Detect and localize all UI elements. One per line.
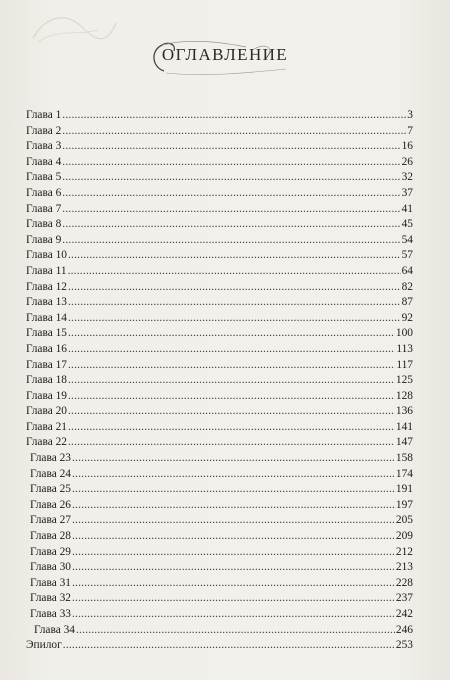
toc-entry: [26, 233, 413, 249]
toc-entry: [26, 638, 413, 654]
toc-entry-page: 213: [395, 561, 413, 574]
dot-leader: [68, 373, 395, 389]
toc-entry: [26, 264, 413, 280]
toc-entry-label: Глава 22: [26, 436, 67, 449]
toc-entry-page: 117: [396, 358, 413, 371]
toc-entry-page: 87: [401, 296, 413, 309]
toc-entry: [26, 311, 413, 327]
toc-entry: [26, 623, 413, 639]
toc-entry: [26, 280, 413, 296]
dot-leader: [68, 342, 395, 358]
dot-leader: [62, 217, 400, 233]
dot-leader: [62, 139, 400, 155]
toc-entry-page: 26: [401, 155, 413, 168]
dot-leader: [72, 560, 395, 576]
toc-entry-page: 3: [407, 109, 413, 121]
toc-entry-page: 253: [395, 639, 413, 652]
toc-entry: [26, 326, 413, 342]
toc-entry-label: Глава 28: [30, 530, 71, 543]
toc-entry-page: 228: [395, 576, 413, 589]
toc-entry: [26, 186, 413, 202]
dot-leader: [68, 264, 401, 280]
toc-entry-page: 45: [401, 218, 413, 231]
dot-leader: [62, 155, 400, 171]
dot-leader: [62, 124, 406, 140]
dot-leader: [72, 529, 395, 545]
toc-entry-label: Глава 21: [26, 420, 67, 433]
dot-leader: [72, 607, 395, 623]
toc-entry-label: Глава 32: [30, 592, 71, 605]
toc-entry-page: 174: [395, 467, 413, 480]
dot-leader: [68, 248, 401, 264]
toc-entry-label: Глава 20: [26, 405, 67, 418]
dot-leader: [62, 186, 400, 202]
toc-entry: [26, 358, 413, 374]
toc-entry-label: Глава 31: [30, 576, 71, 589]
dot-leader: [72, 545, 395, 561]
toc-entry-label: Глава 33: [30, 608, 71, 620]
dot-leader: [62, 108, 406, 124]
toc-entry-label: Глава 13: [26, 296, 67, 309]
toc-title: [162, 45, 288, 65]
toc-entry-label: Глава 27: [30, 514, 71, 527]
toc-entry: [26, 529, 413, 545]
dot-leader: [72, 482, 395, 498]
dot-leader: [68, 358, 395, 374]
toc-entry: [26, 342, 413, 358]
toc-entry-page: 141: [395, 420, 413, 433]
toc-entry-label: Глава 3: [26, 140, 62, 153]
dot-leader: [72, 591, 395, 607]
toc-entry-label: Глава 6: [26, 186, 62, 199]
toc-entry-label: Глава 1: [26, 109, 62, 121]
toc-entry-label: Глава 19: [26, 389, 67, 402]
dot-leader: [72, 576, 395, 592]
dot-leader: [72, 467, 395, 483]
toc-entry-page: 205: [395, 514, 413, 527]
toc-entry: [26, 545, 413, 561]
dot-leader: [63, 638, 395, 654]
toc-entry-page: 113: [396, 342, 413, 355]
toc-entry-label: Глава 9: [26, 233, 62, 246]
dot-leader: [72, 498, 395, 514]
toc-entry: [26, 139, 413, 155]
toc-entry: [26, 607, 413, 623]
toc-entry-label: Глава 25: [30, 483, 71, 496]
toc-entry: [26, 467, 413, 483]
toc-entry: [26, 591, 413, 607]
toc-entry-page: 209: [395, 530, 413, 543]
toc-entry-page: 64: [401, 264, 413, 277]
toc-entry-page: 158: [395, 452, 413, 465]
toc-entry-page: 136: [395, 405, 413, 418]
toc-entry-label: Эпилог: [26, 639, 62, 652]
toc-entry-page: 237: [395, 592, 413, 605]
toc-entry-label: Глава 10: [26, 249, 67, 262]
toc-entry-label: Глава 17: [26, 358, 67, 371]
table-of-contents: [26, 108, 413, 654]
toc-entry: [26, 498, 413, 514]
toc-entry-page: 82: [401, 280, 413, 293]
toc-entry-page: 128: [395, 389, 413, 402]
toc-entry-page: 37: [401, 186, 413, 199]
toc-entry: [26, 404, 413, 420]
dot-leader: [68, 389, 395, 405]
toc-entry: [26, 451, 413, 467]
toc-entry: [26, 217, 413, 233]
toc-entry-label: Глава 14: [26, 311, 67, 324]
toc-entry-page: 41: [401, 202, 413, 215]
toc-entry: [26, 482, 413, 498]
toc-entry-page: 147: [395, 436, 413, 449]
toc-entry-page: 7: [407, 124, 413, 137]
toc-entry-label: Глава 16: [26, 342, 67, 355]
dot-leader: [68, 280, 401, 296]
dot-leader: [62, 170, 400, 186]
toc-entry: [26, 389, 413, 405]
toc-entry-page: 197: [395, 498, 413, 511]
title-text: ОГЛАВЛЕНИЕ: [161, 45, 289, 64]
dot-leader: [72, 451, 395, 467]
toc-entry-page: 191: [395, 483, 413, 496]
dot-leader: [68, 404, 395, 420]
toc-entry-label: Глава 24: [30, 467, 71, 480]
bleed-through-flourish-icon: [28, 8, 118, 48]
toc-entry-label: Глава 5: [26, 171, 62, 184]
toc-entry-page: 212: [395, 545, 413, 558]
toc-entry-label: Глава 34: [34, 623, 75, 636]
dot-leader: [68, 326, 395, 342]
toc-entry-label: Глава 2: [26, 124, 62, 137]
toc-entry-page: 242: [395, 608, 413, 620]
toc-heading: [0, 45, 450, 65]
toc-entry: [26, 108, 413, 124]
toc-entry-label: Глава 29: [30, 545, 71, 558]
toc-entry-page: 32: [401, 171, 413, 184]
toc-entry-label: Глава 23: [30, 452, 71, 465]
toc-entry-label: Глава 30: [30, 561, 71, 574]
toc-entry-page: 92: [401, 311, 413, 324]
toc-entry: [26, 420, 413, 436]
dot-leader: [68, 311, 401, 327]
toc-entry: [26, 560, 413, 576]
dot-leader: [72, 513, 395, 529]
toc-entry: [26, 155, 413, 171]
toc-entry-page: 125: [395, 374, 413, 387]
dot-leader: [68, 435, 395, 451]
toc-entry-label: Глава 26: [30, 498, 71, 511]
toc-entry: [26, 513, 413, 529]
toc-entry: [26, 295, 413, 311]
toc-entry-label: Глава 8: [26, 218, 62, 231]
toc-entry-label: Глава 11: [26, 264, 67, 277]
toc-entry-page: 16: [401, 140, 413, 153]
dot-leader: [62, 202, 400, 218]
toc-entry-page: 246: [395, 623, 413, 636]
toc-entry-page: 57: [401, 249, 413, 262]
toc-entry: [26, 170, 413, 186]
toc-entry-page: 54: [401, 233, 413, 246]
dot-leader: [76, 623, 395, 639]
toc-entry-label: Глава 15: [26, 327, 67, 340]
toc-entry: [26, 202, 413, 218]
toc-entry-page: 100: [395, 327, 413, 340]
dot-leader: [68, 420, 395, 436]
toc-entry: [26, 248, 413, 264]
dot-leader: [68, 295, 401, 311]
toc-entry: [26, 373, 413, 389]
toc-entry: [26, 124, 413, 140]
toc-entry: [26, 576, 413, 592]
toc-entry: [26, 435, 413, 451]
dot-leader: [62, 233, 400, 249]
toc-entry-label: Глава 7: [26, 202, 62, 215]
toc-entry-label: Глава 4: [26, 155, 62, 168]
toc-entry-label: Глава 18: [26, 374, 67, 387]
toc-entry-label: Глава 12: [26, 280, 67, 293]
